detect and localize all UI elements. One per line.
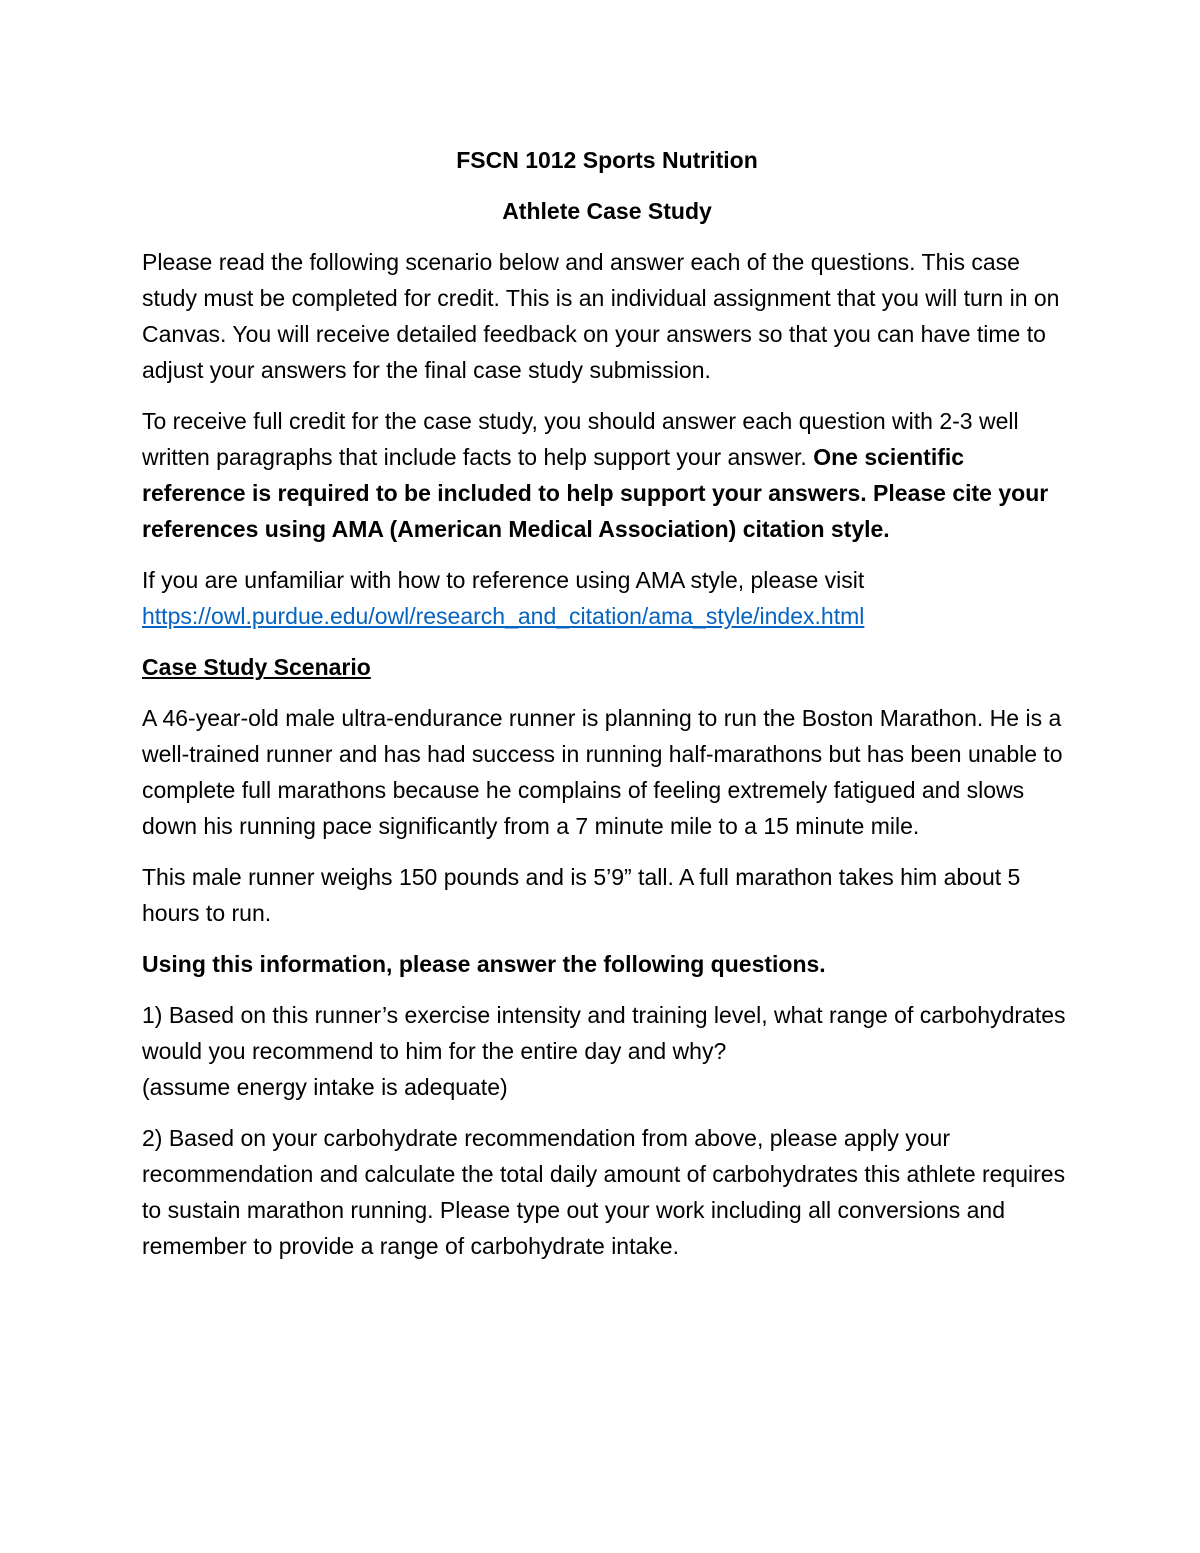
scenario-heading: Case Study Scenario xyxy=(142,654,371,680)
instructions-heading: Using this information, please answer the following questions. xyxy=(142,951,826,977)
credit-requirement: One scientific reference is required to be included to help support your answers. Please cite your references using AMA (American Medical Association) citation style. xyxy=(142,444,1049,542)
question-2: 2) Based on your carbohydrate recommendation from above, please apply your recommendation and calculate the total daily amount of carbohydrates this athlete requires to sustain marathon running. Please type out your work including all conversions and remember to provide a range of carbohydrate intake. xyxy=(142,1125,1066,1259)
intro-paragraph: Please read the following scenario below and answer each of the questions. This case study must be completed for credit. This is an individual assignment that you will turn in on Canvas. You will receive detailed feedback on your answers so that you can have time to adjust your answers for the final case study submission. xyxy=(142,249,1060,383)
reference-text: If you are unfamiliar with how to reference using AMA style, please visit xyxy=(142,567,865,593)
credit-text: To receive full credit for the case study, you should answer each question with 2-3 well written paragraphs that include facts to help support your answer. xyxy=(142,408,1019,470)
question-1-note: (assume energy intake is adequate) xyxy=(142,1074,508,1100)
document-subtitle: Athlete Case Study xyxy=(502,198,712,224)
question-1 xyxy=(142,997,1072,1105)
scenario-paragraph-1: A 46-year-old male ultra-endurance runner is planning to run the Boston Marathon. He is a well-trained runner and has had success in running half-marathons but has been unable to complete full marathons because he complains of feeling extremely fatigued and slows down his running pace significantly from a 7 minute mile to a 15 minute mile. xyxy=(142,705,1063,839)
reference-paragraph xyxy=(142,562,1072,634)
credit-paragraph xyxy=(142,403,1072,547)
document-page xyxy=(142,142,1072,1264)
question-1-text: 1) Based on this runner’s exercise intensity and training level, what range of carbohydrates would you recommend to him for the entire day and why? xyxy=(142,1002,1066,1064)
document-title: FSCN 1012 Sports Nutrition xyxy=(456,147,758,173)
ama-style-link[interactable]: https://owl.purdue.edu/owl/research_and_citation/ama_style/index.html xyxy=(142,603,865,629)
scenario-paragraph-2: This male runner weighs 150 pounds and is 5’9” tall. A full marathon takes him about 5 hours to run. xyxy=(142,864,1021,926)
